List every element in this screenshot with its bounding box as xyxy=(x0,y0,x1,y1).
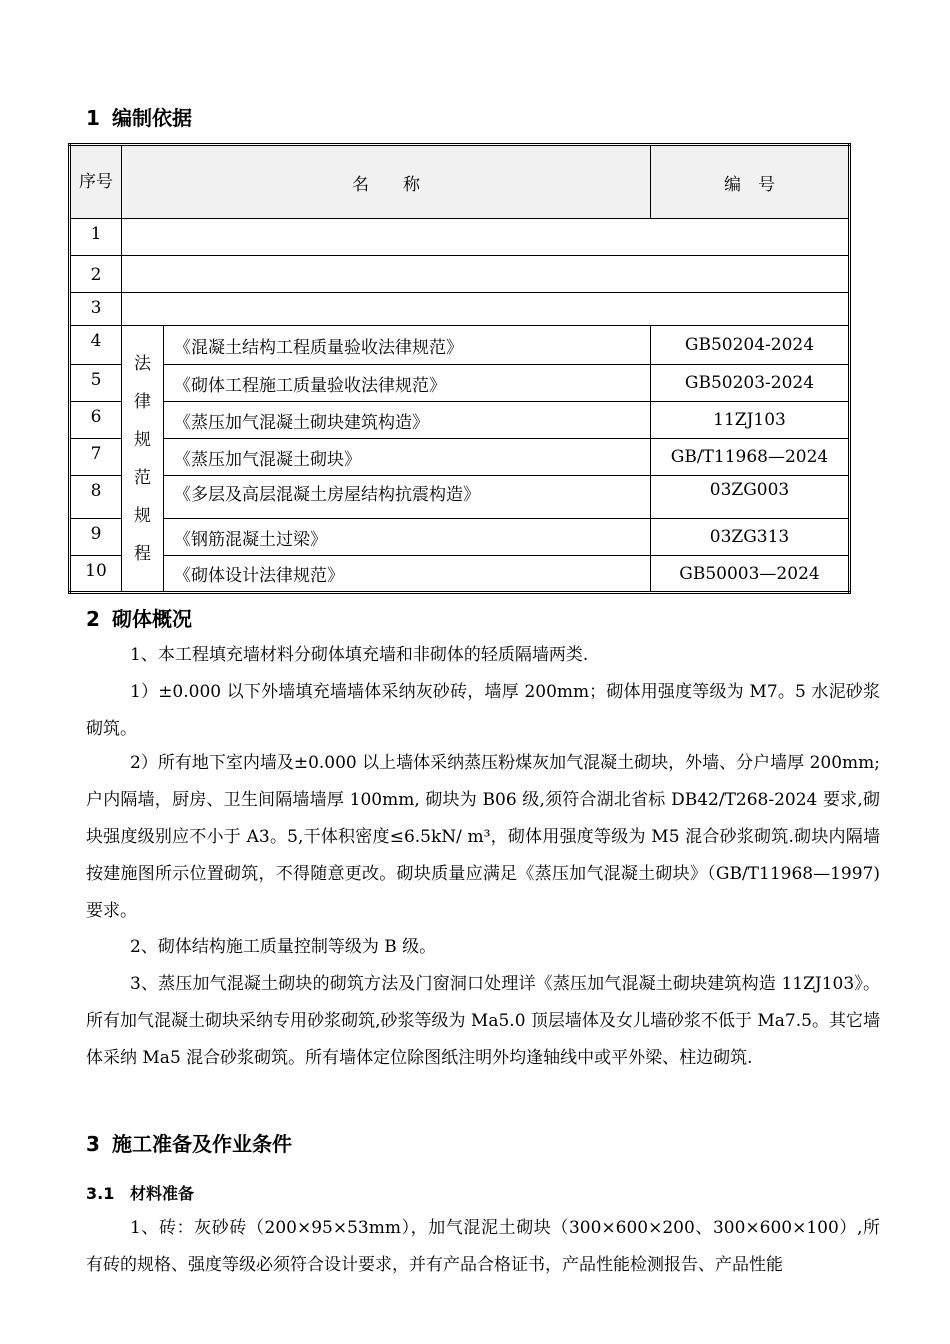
section-3-1-title: 材料准备 xyxy=(130,1184,195,1203)
section-2-para-3: 2）所有地下室内墙及±0.000 以上墙体采纳蒸压粉煤灰加气混凝土砌块，外墙、分户墙厚 200mm;户内隔墙，厨房、卫生间隔墙墙厚 100mm, 砌块为 B06 级,须符合湖北省标 DB42/T268-2024 要求,砌块强度级别应不小于 A3。5,干体积密度≤6.5kN/ m³，砌体用强度等级为 M5 混合砂浆砌筑.砌块内隔墙按建施图所示位置砌筑，不得随意更改。砌块质量应满足《蒸压加气混凝土砌块》（GB/T11968—1997)要求。 xyxy=(86,753,880,921)
section-2-para-5: 3、蒸压加气混凝土砌块的砌筑方法及门窗洞口处理详《蒸压加气混凝土砌块建筑构造 11ZJ103》。所有加气混凝土砌块采纳专用砂浆砌筑,砂浆等级为 Ma5.0 顶层墙体及女儿墙砂浆不低于 Ma7.5。其它墙体采纳 Ma5 混合砂浆砌筑。所有墙体定位除图纸注明外均逢轴线中或平外梁、柱边砌筑. xyxy=(86,974,880,1068)
section-3-1-para-1: 1、砖：灰砂砖（200×95×53mm），加气混泥土砌块（300×600×200、300×600×100）,所有砖的规格、强度等级必须符合设计要求，并有产品合格证书，产品性能检测报告、产品性能 xyxy=(86,1218,880,1275)
section-1-title: 编制依据 xyxy=(112,106,192,130)
section-2-para-1: 1、本工程填充墙材料分砌体填充墙和非砌体的轻质隔墙两类. xyxy=(130,645,589,665)
section-3-heading xyxy=(86,1131,292,1157)
row-title: 《混凝土结构工程质量验收法律规范》 xyxy=(164,326,651,365)
table-row xyxy=(70,476,850,519)
table-row xyxy=(70,519,850,556)
row-empty xyxy=(122,256,850,293)
row-code: 11ZJ103 xyxy=(651,402,850,439)
section-3-number: 3 xyxy=(86,1132,100,1156)
row-title: 《砌体设计法律规范》 xyxy=(164,556,651,593)
row-title: 《砌体工程施工质量验收法律规范》 xyxy=(164,365,651,402)
section-3-title: 施工准备及作业条件 xyxy=(112,1132,292,1156)
table-row xyxy=(70,439,850,476)
row-index: 9 xyxy=(70,519,122,556)
header-code: 编 号 xyxy=(651,145,850,219)
section-2-heading xyxy=(86,606,192,632)
section-2-para-4: 2、砌体结构施工质量控制等级为 B 级。 xyxy=(130,937,437,957)
row-index: 4 xyxy=(70,326,122,365)
row-index: 6 xyxy=(70,402,122,439)
section-3-1-number: 3.1 xyxy=(86,1184,115,1203)
table-row xyxy=(70,326,850,365)
row-index: 8 xyxy=(70,476,122,519)
section-2-para-2: 1）±0.000 以下外墙填充墙墙体采纳灰砂砖，墙厚 200mm；砌体用强度等级为 M7。5 水泥砂浆砌筑。 xyxy=(86,682,880,739)
section-2-title: 砌体概况 xyxy=(112,607,192,631)
row-title: 《蒸压加气混凝土砌块建筑构造》 xyxy=(164,402,651,439)
section-1-heading xyxy=(86,105,192,131)
section-1-number: 1 xyxy=(86,106,100,130)
section-2-number: 2 xyxy=(86,607,100,631)
row-index: 1 xyxy=(70,219,122,256)
basis-table xyxy=(68,143,851,594)
row-index: 10 xyxy=(70,556,122,593)
table-row xyxy=(70,556,850,593)
row-code: GB/T11968—2024 xyxy=(651,439,850,476)
row-code: 03ZG313 xyxy=(651,519,850,556)
row-empty xyxy=(122,293,850,326)
row-title: 《钢筋混凝土过梁》 xyxy=(164,519,651,556)
row-title: 《蒸压加气混凝土砌块》 xyxy=(164,439,651,476)
category-cell xyxy=(122,326,164,593)
table-row xyxy=(70,402,850,439)
row-index: 3 xyxy=(70,293,122,326)
row-empty xyxy=(122,219,850,256)
table-row xyxy=(70,219,850,256)
row-index: 7 xyxy=(70,439,122,476)
row-code: GB50003—2024 xyxy=(651,556,850,593)
header-index: 序号 xyxy=(70,145,122,219)
row-index: 5 xyxy=(70,365,122,402)
row-code: GB50203-2024 xyxy=(651,365,850,402)
row-code: GB50204-2024 xyxy=(651,326,850,365)
section-3-1-heading xyxy=(86,1183,194,1205)
category-label: 法律规范规程 xyxy=(134,353,151,564)
table-row xyxy=(70,365,850,402)
table-header-row xyxy=(70,145,850,219)
row-title: 《多层及高层混凝土房屋结构抗震构造》 xyxy=(164,476,651,519)
table-row xyxy=(70,293,850,326)
table-row xyxy=(70,256,850,293)
header-name: 名 称 xyxy=(122,145,651,219)
row-index: 2 xyxy=(70,256,122,293)
row-code: 03ZG003 xyxy=(651,476,850,519)
